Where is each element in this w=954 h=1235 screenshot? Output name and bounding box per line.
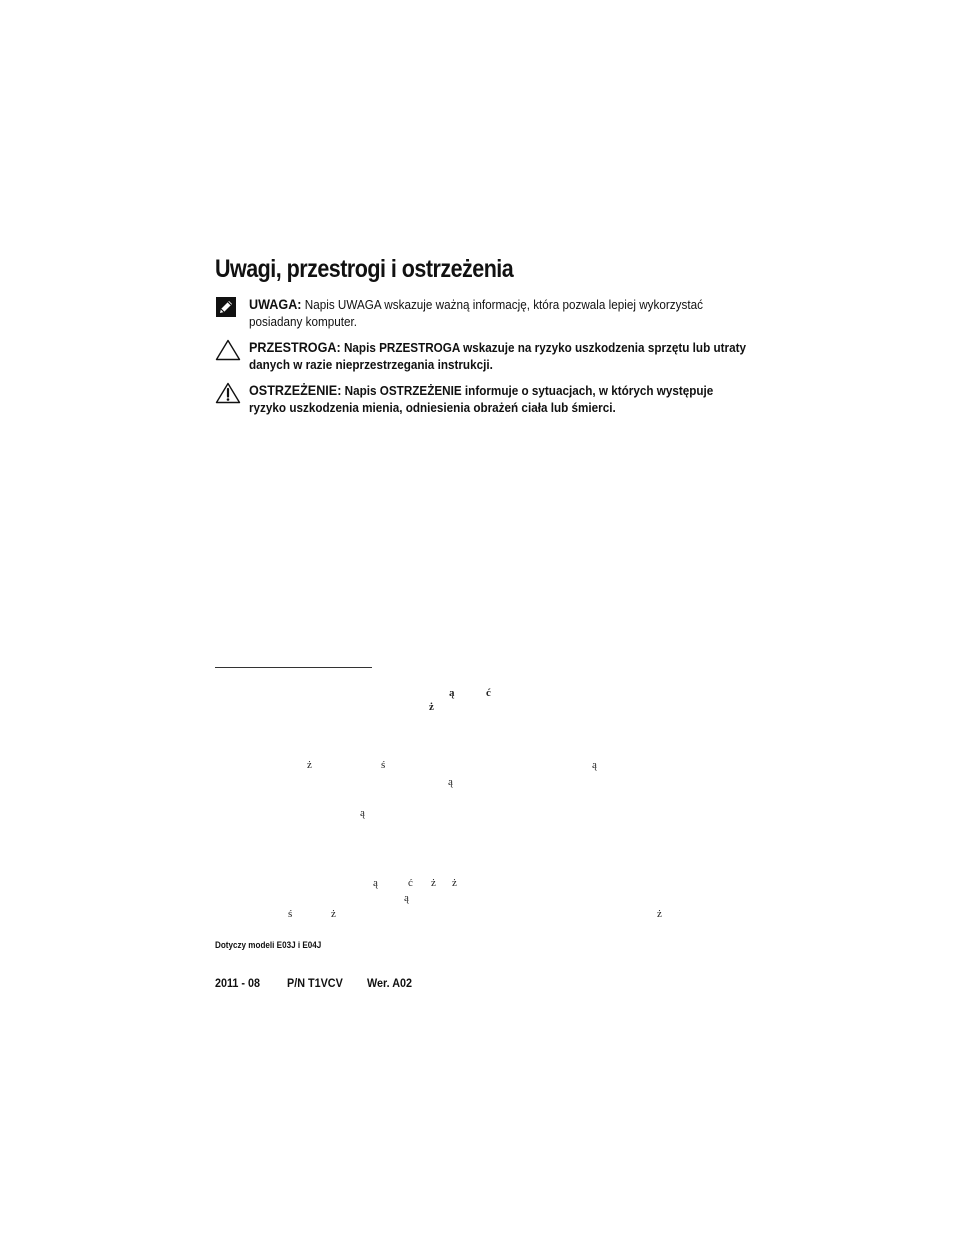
footer-revision: Wer. A02	[367, 976, 413, 990]
pencil-note-icon	[215, 296, 241, 318]
caution-label: PRZESTROGA:	[249, 339, 341, 355]
warning-exclamation-icon	[215, 382, 241, 404]
legal-glyph: ą	[404, 892, 409, 904]
legal-glyph: ś	[288, 908, 293, 920]
footer-part-number: P/N T1VCV	[287, 976, 343, 990]
caution-text: Napis PRZESTROGA wskazuje na ryzyko uszkodzenia sprzętu lub utraty danych w razie nieprzestrzegania instrukcji.	[249, 340, 746, 372]
legal-glyph: ą	[373, 877, 378, 889]
triangle-caution-icon	[215, 339, 241, 361]
caution-block	[215, 339, 746, 373]
warning-text: Napis OSTRZEŻENIE informuje o sytuacjach, w których występuje ryzyko uszkodzenia mienia, odniesienia obrażeń ciała lub śmierci.	[249, 383, 714, 415]
legal-glyph: ż	[431, 877, 436, 889]
legal-glyph: ć	[486, 687, 491, 699]
legal-glyph: ż	[331, 908, 336, 920]
legal-glyph: ś	[381, 759, 386, 771]
note-label: UWAGA:	[249, 296, 302, 312]
legal-glyph: ą	[449, 687, 455, 699]
warning-block	[215, 382, 715, 416]
page-title: Uwagi, przestrogi i ostrzeżenia	[215, 255, 514, 283]
note-block	[215, 296, 715, 330]
legal-glyph: ż	[307, 759, 312, 771]
footer-date: 2011 - 08	[215, 976, 261, 990]
note-text: Napis UWAGA wskazuje ważną informację, która pozwala lepiej wykorzystać posiadany komputer.	[249, 297, 703, 329]
legal-glyph: ż	[657, 908, 662, 920]
legal-glyph: ć	[408, 877, 413, 889]
models-note: Dotyczy modeli E03J i E04J	[215, 940, 322, 950]
legal-divider	[215, 667, 372, 668]
legal-glyph: ż	[452, 877, 457, 889]
legal-glyph: ż	[429, 701, 434, 713]
warning-label: OSTRZEŻENIE:	[249, 382, 342, 398]
legal-glyph: ą	[592, 759, 597, 771]
legal-glyph: ą	[448, 776, 453, 788]
legal-glyph: ą	[360, 807, 365, 819]
